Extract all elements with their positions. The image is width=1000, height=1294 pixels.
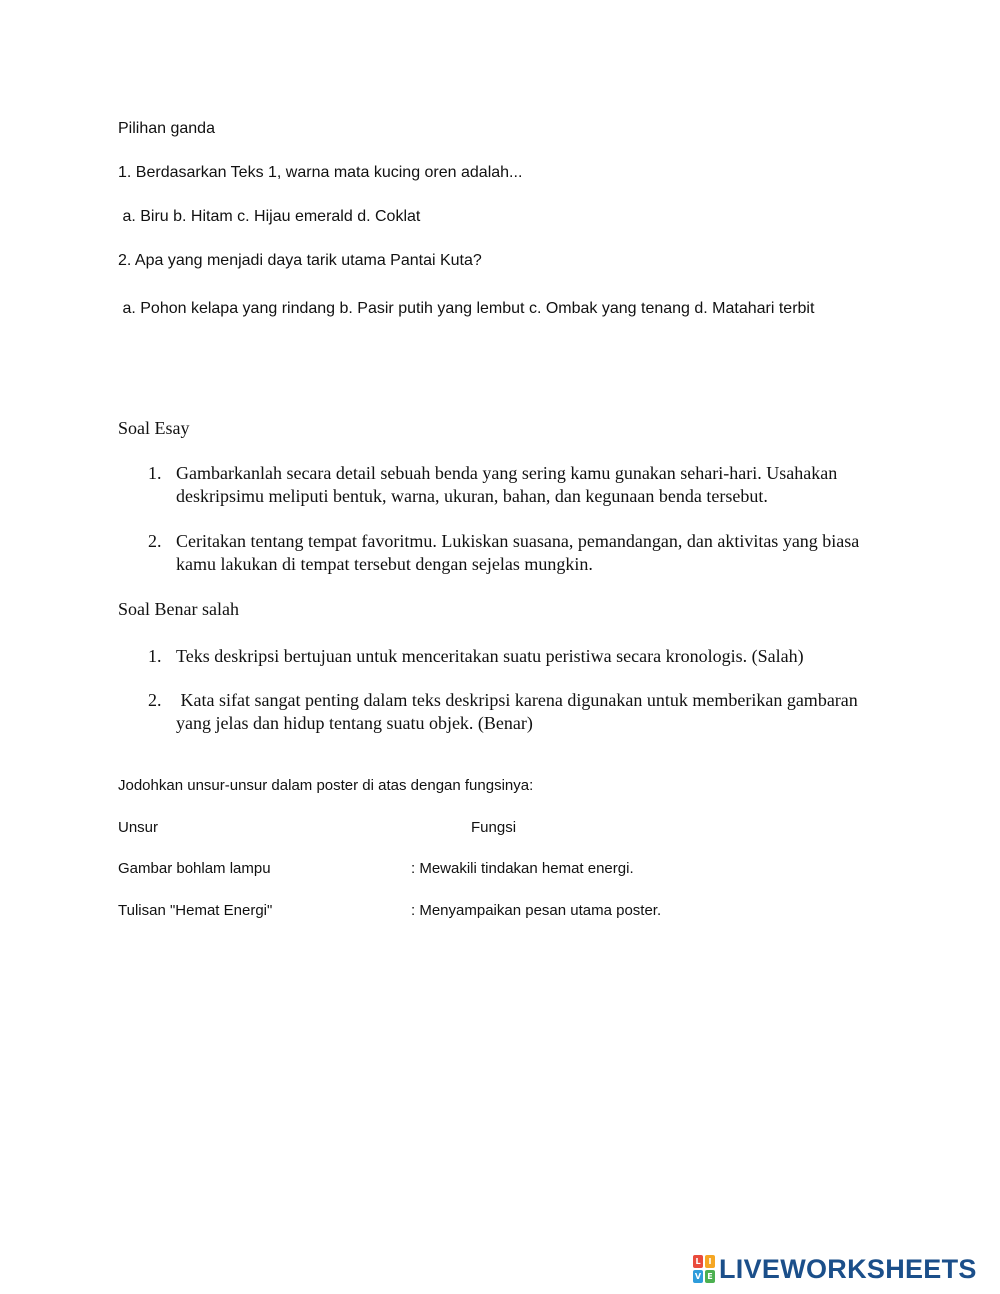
matching-col-fungsi: Fungsi: [471, 819, 517, 836]
matching-row-fungsi: : Menyampaikan pesan utama poster.: [411, 902, 662, 919]
matching-row-unsur: Gambar bohlam lampu: [118, 860, 271, 877]
essay-item-text: Ceritakan tentang tempat favoritmu. Lukiskan suasana, pemandangan, dan aktivitas yang biasa kamu lakukan di tempat tersebut dengan sejelas mungkin.: [176, 531, 860, 574]
logo-mark-letter: I: [705, 1255, 715, 1268]
liveworksheets-logo-text: LIVEWORKSHEETS: [719, 1253, 977, 1284]
true-false-item-number: 1.: [148, 646, 162, 666]
true-false-item-text: Kata sifat sangat penting dalam teks deskripsi karena digunakan untuk memberikan gambaran yang jelas dan hidup tentang suatu objek. (Benar): [176, 690, 863, 733]
matching-row-fungsi: : Mewakili tindakan hemat energi.: [411, 860, 634, 877]
true-false-item-text: Teks deskripsi bertujuan untuk menceritakan suatu peristiwa secara kronologis. (Salah): [176, 646, 804, 666]
liveworksheets-logo-icon: [693, 1255, 715, 1283]
true-false-heading: Soal Benar salah: [118, 599, 239, 619]
liveworksheets-logo: [693, 1254, 977, 1284]
logo-mark-letter: V: [694, 1272, 702, 1281]
essay-item-number: 2.: [148, 531, 162, 551]
essay-item-text: Gambarkanlah secara detail sebuah benda yang sering kamu gunakan sehari-hari. Usahakan deskripsimu meliputi bentuk, warna, ukuran, bahan, dan kegunaan benda tersebut.: [176, 463, 838, 506]
matching-instruction: Jodohkan unsur-unsur dalam poster di atas dengan fungsinya:: [118, 777, 534, 794]
matching-row-unsur: Tulisan "Hemat Energi": [118, 902, 273, 919]
true-false-item-number: 2.: [148, 690, 162, 710]
essay-heading: Soal Esay: [118, 418, 190, 438]
question-2-options: a. Pohon kelapa yang rindang b. Pasir putih yang lembut c. Ombak yang tenang d. Matahari terbit: [118, 300, 815, 317]
logo-mark-letter: E: [705, 1270, 715, 1283]
question-2: 2. Apa yang menjadi daya tarik utama Pantai Kuta?: [118, 252, 482, 269]
essay-item-number: 1.: [148, 463, 162, 483]
multiple-choice-heading: Pilihan ganda: [118, 120, 215, 137]
question-1: 1. Berdasarkan Teks 1, warna mata kucing oren adalah...: [118, 164, 523, 181]
logo-mark-letter: L: [693, 1255, 703, 1268]
matching-col-unsur: Unsur: [118, 819, 159, 836]
question-1-options: a. Biru b. Hitam c. Hijau emerald d. Coklat: [118, 208, 421, 225]
